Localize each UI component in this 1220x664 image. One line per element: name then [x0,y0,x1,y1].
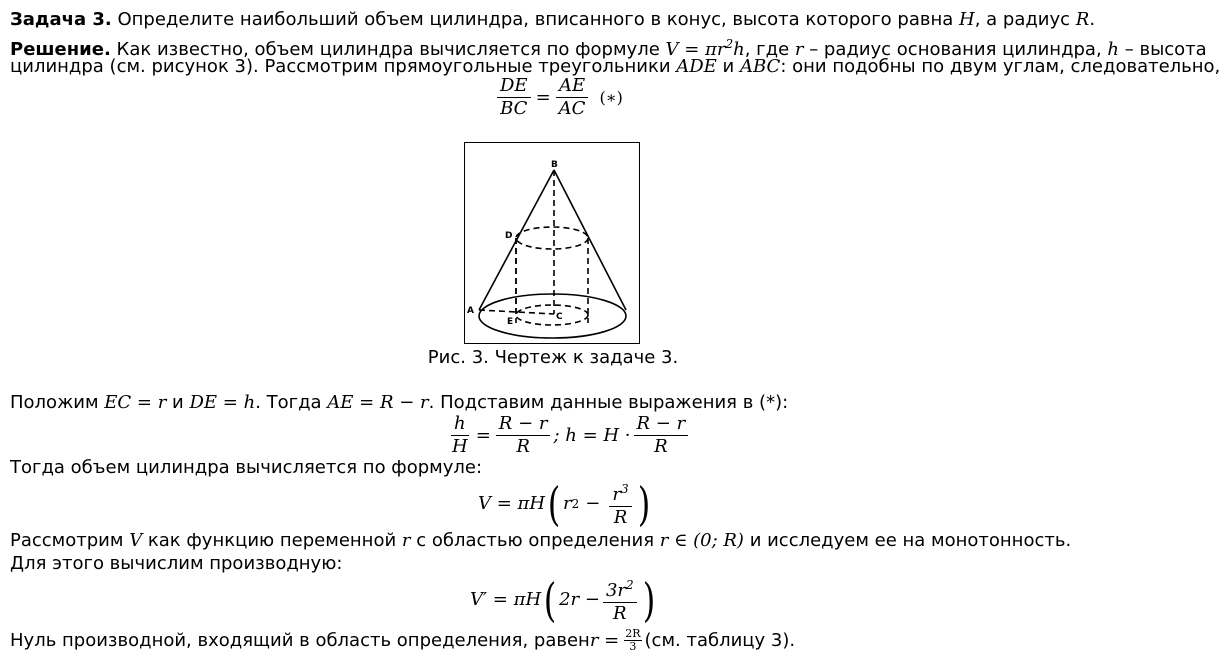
cylinder-top [516,227,588,249]
point-e-label: E [507,317,514,327]
cone-base [479,294,626,338]
para-derivative-intro: Для этого вычислим производную: [10,553,343,574]
solution-line-2: цилиндра (см. рисунок 3). Рассмотрим прямоугольные треугольники ADE и ABC: они подобны по двум углам, следовательно, [10,56,1220,77]
similarity-ratio: $\frac{DE}{BC}$ = $\frac{AE}{AC}$ (∗) [494,75,623,120]
cone-side-right [554,170,626,310]
para-substitution: Положим EC = r и DE = h. Тогда AE = R − r. Подставим данные выражения в (*): [10,392,789,413]
solution-line-1: Решение. Как известно, объем цилиндра вычисляется по формуле $V = \pi r^2h$, где r – радиус основания цилиндра, h – высота [10,37,1207,60]
figure-caption: Рис. 3. Чертеж к задаче 3. [427,347,679,368]
task-label: Задача 3. [10,9,112,30]
point-b-label: B [551,160,558,170]
solution-label: Решение. [10,39,111,60]
para-volume-formula: Тогда объем цилиндра вычисляется по формуле: [10,457,483,478]
point-c-label: C [556,312,563,322]
para-derivative-zero: Нуль производной, входящий в область определения, равен r = $\frac{2R}{3}$ (см. таблицу 3). [10,627,796,653]
cylinder-bottom [516,305,588,325]
point-d-label: D [505,231,513,241]
equation-h: $\frac{h}{H}$ = $\frac{R - r}{R}$ ; h = H · $\frac{R - r}{R}$ [446,413,691,458]
point-a-label: A [467,306,474,316]
equation-derivative: V′ = πH ( 2r − $\frac{3r^2}{R}$ ) [470,572,655,627]
cone-cylinder-drawing [465,143,639,343]
equation-volume: V = πH ( r 2 − $\frac{r^3}{R}$ ) [478,476,650,531]
cone-figure [464,142,640,344]
task-statement: Задача 3. Определите наибольший объем цилиндра, вписанного в конус, высота которого равна H, а радиус R. [10,9,1096,30]
para-function-domain: Рассмотрим V как функцию переменной r с областью определения r ∈ (0; R) и исследуем ее на монотонность. [10,530,1072,551]
